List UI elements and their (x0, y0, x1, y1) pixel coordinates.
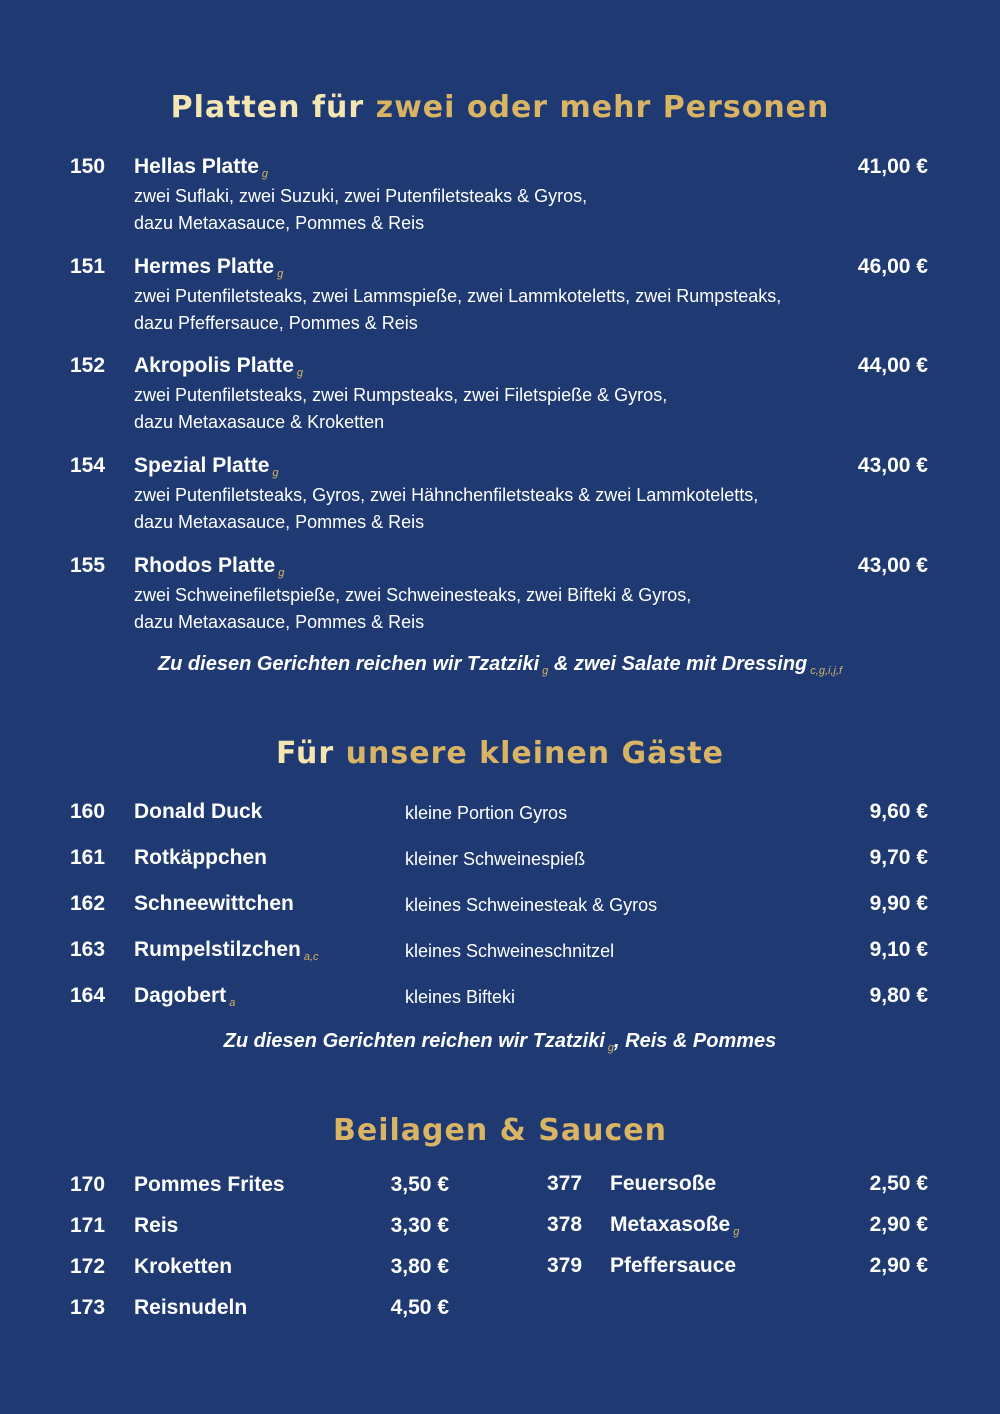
item-price: 43,00 € (857, 554, 928, 577)
item-price: 46,00 € (857, 255, 928, 278)
item-number: 161 (70, 846, 106, 869)
item-description: kleine Portion Gyros (405, 803, 568, 823)
item-price: 44,00 € (857, 354, 928, 377)
item-price: 3,50 € (390, 1173, 449, 1196)
item-number: 155 (70, 554, 106, 577)
item-name (134, 155, 268, 179)
item-number: 160 (70, 800, 106, 823)
item-description-line2: dazu Metaxasauce, Pommes & Reis (134, 512, 425, 532)
item-name (134, 984, 235, 1008)
item-name-text: Pfeffersauce (610, 1254, 737, 1277)
allergen-code: a,c (303, 951, 319, 963)
item-name (134, 1173, 288, 1197)
item-description (134, 382, 667, 436)
platten-note (0, 653, 1000, 676)
item-name-text: Kroketten (134, 1255, 233, 1278)
platten-note-part-b: & zwei Salate mit Dressing (553, 653, 808, 675)
allergen-code: g (278, 567, 285, 579)
item-number: 170 (70, 1173, 106, 1196)
item-price: 9,90 € (869, 892, 928, 915)
item-name (134, 454, 279, 478)
item-description (134, 582, 691, 636)
item-number: 379 (547, 1254, 583, 1277)
item-name-text: Reis (134, 1214, 179, 1237)
platten-title-part2: zwei oder mehr Personen (375, 90, 830, 125)
item-number: 152 (70, 354, 106, 377)
beilagen-title-part1: Beilagen (333, 1113, 489, 1148)
item-number: 150 (70, 155, 106, 178)
item-number: 172 (70, 1255, 106, 1278)
item-number: 377 (547, 1172, 583, 1195)
item-name (134, 354, 303, 378)
item-name (134, 938, 319, 962)
item-name-text: Akropolis Platte (134, 354, 294, 377)
item-name (134, 800, 265, 824)
item-name (134, 554, 284, 578)
item-price: 2,50 € (869, 1172, 928, 1195)
item-price: 9,10 € (869, 938, 928, 961)
item-name (134, 1214, 181, 1238)
kinder-note (0, 1030, 1000, 1053)
item-price: 3,30 € (390, 1214, 449, 1237)
item-name-text: Hermes Platte (134, 255, 275, 278)
item-name-text: Metaxasoße (610, 1213, 731, 1236)
item-description-line1: zwei Schweinefiletspieße, zwei Schweinesteaks, zwei Bifteki & Gyros, (134, 585, 692, 605)
item-number: 171 (70, 1214, 106, 1237)
item-number: 164 (70, 984, 106, 1007)
item-price: 9,60 € (869, 800, 928, 823)
item-description (134, 482, 758, 536)
item-number: 163 (70, 938, 106, 961)
item-name-text: Feuersoße (610, 1172, 717, 1195)
item-description: kleiner Schweinespieß (405, 849, 586, 869)
item-description (134, 183, 587, 237)
platten-section-title (0, 90, 1000, 125)
allergen-code: g (607, 1042, 615, 1054)
item-name (134, 846, 270, 870)
beilagen-section-title (0, 1113, 1000, 1148)
beilagen-title-part2: & Saucen (499, 1113, 667, 1148)
platten-title-part1: Platten für (170, 90, 365, 125)
item-name-text: Donald Duck (134, 800, 263, 823)
item-name (134, 255, 283, 279)
item-name-text: Spezial Platte (134, 454, 270, 477)
item-name-text: Rotkäppchen (134, 846, 268, 869)
item-number: 154 (70, 454, 106, 477)
item-description-line1: zwei Putenfiletsteaks, Gyros, zwei Hähnchenfiletsteaks & zwei Lammkoteletts, (134, 485, 759, 505)
allergen-code: g (277, 268, 284, 280)
item-price: 4,50 € (390, 1296, 449, 1319)
item-price: 41,00 € (857, 155, 928, 178)
allergen-code: g (261, 168, 269, 180)
item-price: 9,70 € (869, 846, 928, 869)
item-description: kleines Bifteki (405, 987, 516, 1007)
item-number: 378 (547, 1213, 583, 1236)
item-name-text: Hellas Platte (134, 155, 259, 178)
item-name (610, 1254, 739, 1278)
allergen-code: c,g,i,j,f (810, 665, 843, 677)
item-description-line1: zwei Suflaki, zwei Suzuki, zwei Putenfiletsteaks & Gyros, (134, 186, 588, 206)
item-name-text: Rumpelstilzchen (134, 938, 301, 961)
allergen-code: g (733, 1226, 740, 1238)
item-name-text: Rhodos Platte (134, 554, 276, 577)
allergen-code: g (272, 467, 279, 479)
kinder-title-part2: unsere kleinen Gäste (345, 736, 724, 771)
item-name (610, 1172, 719, 1196)
kinder-section-title (0, 736, 1000, 771)
item-description (134, 283, 781, 337)
allergen-code: g (296, 367, 303, 379)
item-name-text: Schneewittchen (134, 892, 294, 915)
platten-note-part-a: Zu diesen Gerichten reichen wir Tzatziki (157, 653, 540, 675)
item-name (134, 1296, 250, 1320)
item-description-line2: dazu Pfeffersauce, Pommes & Reis (134, 313, 418, 333)
item-price: 3,80 € (390, 1255, 449, 1278)
item-number: 151 (70, 255, 106, 278)
item-price: 2,90 € (869, 1254, 928, 1277)
item-number: 173 (70, 1296, 106, 1319)
item-name-text: Reisnudeln (134, 1296, 248, 1319)
item-description-line1: zwei Putenfiletsteaks, zwei Rumpsteaks, zwei Filetspieße & Gyros, (134, 385, 668, 405)
item-name (610, 1213, 739, 1237)
item-price: 43,00 € (857, 454, 928, 477)
item-name (134, 1255, 235, 1279)
item-description-line2: dazu Metaxasauce, Pommes & Reis (134, 213, 425, 233)
item-description-line2: dazu Metaxasauce & Kroketten (134, 412, 385, 432)
allergen-code: a (229, 997, 236, 1009)
item-number: 162 (70, 892, 106, 915)
item-price: 9,80 € (869, 984, 928, 1007)
kinder-note-part-a: Zu diesen Gerichten reichen wir Tzatziki (223, 1030, 605, 1052)
item-description: kleines Schweinesteak & Gyros (405, 895, 658, 915)
item-price: 2,90 € (869, 1213, 928, 1236)
item-name-text: Pommes Frites (134, 1173, 285, 1196)
item-description-line2: dazu Metaxasauce, Pommes & Reis (134, 612, 425, 632)
allergen-code: g (542, 665, 549, 677)
item-name (134, 892, 297, 916)
kinder-title-part1: Für (276, 736, 335, 771)
item-description: kleines Schweineschnitzel (405, 941, 615, 961)
item-name-text: Dagobert (134, 984, 227, 1007)
item-description-line1: zwei Putenfiletsteaks, zwei Lammspieße, zwei Lammkoteletts, zwei Rumpsteaks, (134, 286, 782, 306)
kinder-note-part-b: , Reis & Pommes (614, 1030, 777, 1052)
